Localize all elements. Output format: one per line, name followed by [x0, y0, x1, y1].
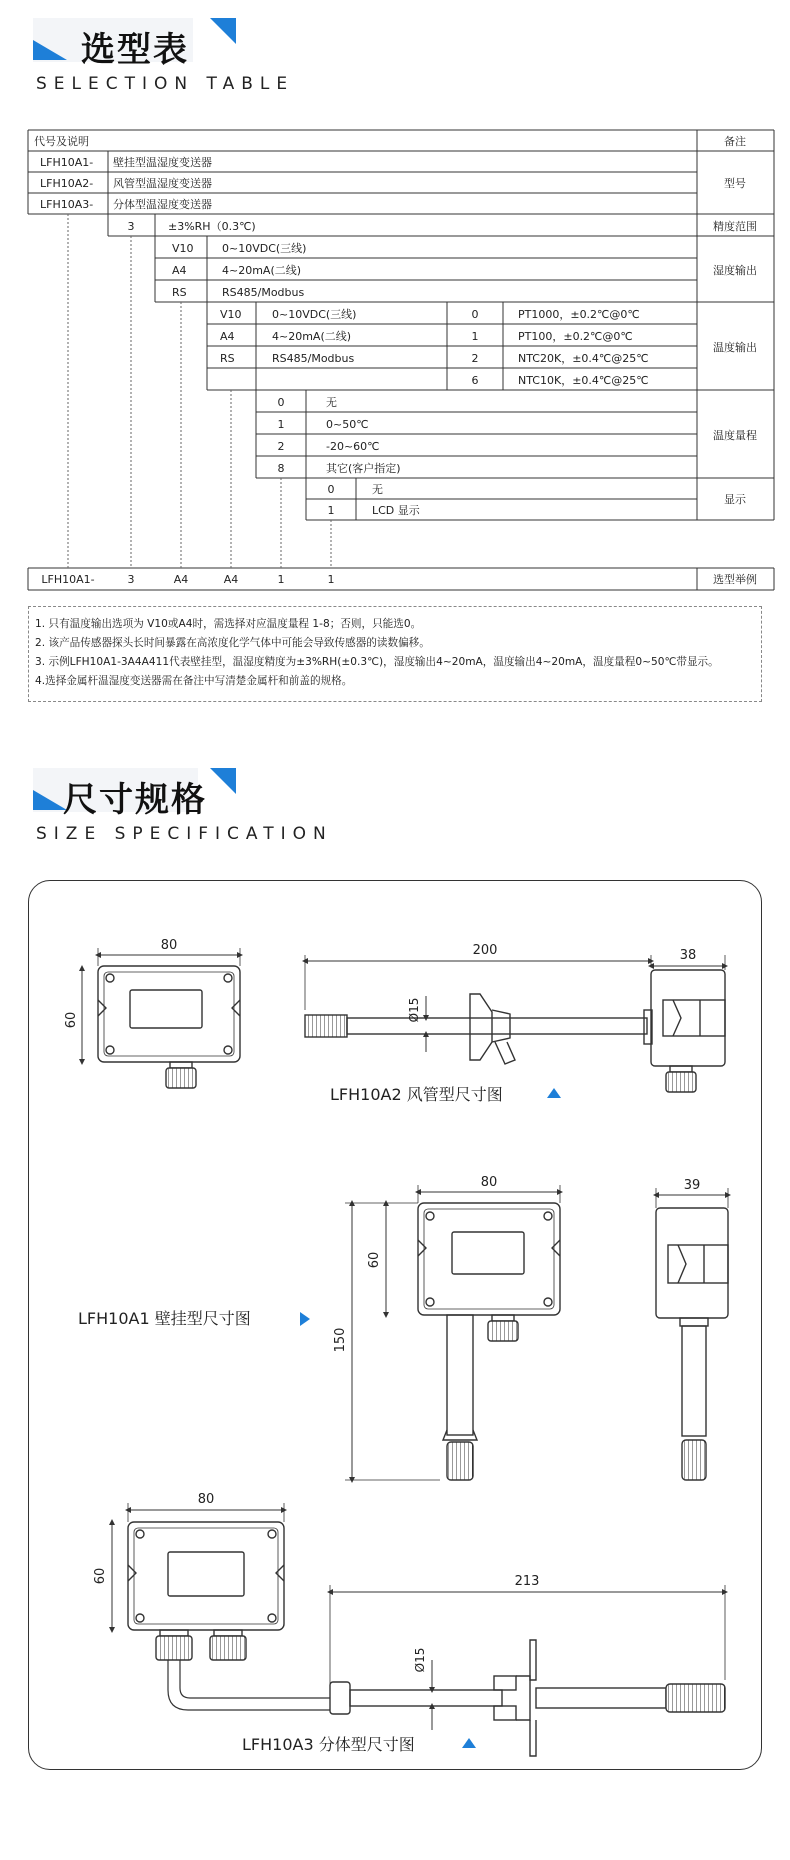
sensor-code: 1	[471, 330, 479, 343]
model-desc: 风管型温湿度变送器	[113, 177, 212, 190]
humidity-code: A4	[172, 264, 187, 277]
dim-duct-diameter: Ø15	[407, 997, 421, 1023]
dim-width-top-left: 80	[160, 938, 178, 953]
range-note: 温度量程	[713, 429, 757, 442]
range-desc: 无	[326, 396, 337, 409]
model-desc: 分体型温湿度变送器	[113, 198, 212, 211]
accuracy-desc: ±3%RH（0.3℃)	[168, 220, 256, 233]
dim-split-diameter: Ø15	[413, 1647, 427, 1673]
example-value: A4	[223, 573, 239, 586]
dim-wall-width: 80	[480, 1175, 498, 1190]
note-line: 4.选择金属杆温湿度变送器需在备注中写清楚金属杆和前盖的规格。	[35, 675, 353, 687]
humidity-desc: 0~10VDC(三线)	[222, 242, 307, 255]
temp-desc: 0~10VDC(三线)	[272, 308, 357, 321]
temp-code: A4	[220, 330, 235, 343]
triangle-right-icon	[300, 1312, 310, 1326]
range-code: 2	[277, 440, 285, 453]
example-value: 1	[277, 573, 285, 586]
note-line: 1. 只有温度输出选项为 V10或A4时，需选择对应温度量程 1-8；否则，只能选0。	[35, 618, 422, 630]
model-code: LFH10A1-	[40, 156, 94, 169]
example-note: 选型举例	[713, 573, 757, 586]
accuracy-code: 3	[127, 220, 135, 233]
model-desc: 壁挂型温湿度变送器	[113, 156, 212, 169]
range-desc: -20~60℃	[326, 440, 380, 453]
dim-split-height: 60	[93, 1567, 108, 1585]
humidity-code: RS	[172, 286, 187, 299]
split-front-drawing	[112, 1503, 330, 1710]
model-code: LFH10A2-	[40, 177, 94, 190]
display-desc: LCD 显示	[372, 504, 420, 517]
model-note: 型号	[724, 177, 746, 190]
dim-wall-total: 150	[333, 1327, 348, 1353]
sensor-desc: NTC20K，±0.4℃@25℃	[518, 352, 649, 365]
temp-desc: RS485/Modbus	[272, 352, 355, 365]
humidity-code: V10	[172, 242, 194, 255]
example-value: 3	[127, 573, 135, 586]
range-desc: 其它(客户指定)	[326, 462, 401, 475]
range-desc: 0~50℃	[326, 418, 369, 431]
section-subtitle: SIZE SPECIFICATION	[36, 824, 333, 844]
sensor-desc: NTC10K，±0.4℃@25℃	[518, 374, 649, 387]
triangle-up-icon	[462, 1738, 476, 1748]
caption-duct: LFH10A2 风管型尺寸图	[330, 1085, 503, 1104]
display-note: 显示	[724, 493, 746, 506]
caption-wall: LFH10A1 壁挂型尺寸图	[78, 1309, 251, 1328]
dim-wall-height: 60	[367, 1251, 382, 1269]
sensor-desc: PT1000，±0.2℃@0℃	[518, 308, 640, 321]
wall-front-drawing	[345, 1185, 560, 1480]
range-code: 8	[277, 462, 285, 475]
display-code: 0	[327, 483, 335, 496]
dim-duct-length: 200	[472, 943, 498, 958]
section-title: 尺寸规格	[63, 780, 207, 820]
note-line: 2. 该产品传感器探头长时间暴露在高浓度化学气体中可能会导致传感器的读数偏移。	[35, 637, 430, 649]
split-probe-drawing	[330, 1585, 725, 1756]
display-code: 1	[327, 504, 335, 517]
wall-side-drawing	[656, 1188, 728, 1480]
dim-duct-side: 38	[679, 948, 697, 963]
example-value: LFH10A1-	[41, 573, 95, 586]
sensor-code: 2	[471, 352, 479, 365]
example-value: A4	[173, 573, 189, 586]
section-title: 选型表	[81, 30, 189, 70]
section-subtitle: SELECTION TABLE	[36, 74, 295, 94]
display-desc: 无	[372, 483, 383, 496]
humidity-note: 湿度输出	[713, 264, 757, 277]
sensor-desc: PT100，±0.2℃@0℃	[518, 330, 633, 343]
sensor-code: 6	[471, 374, 479, 387]
table-header-right: 备注	[724, 135, 746, 148]
dim-wall-side: 39	[683, 1178, 701, 1193]
sensor-code: 0	[471, 308, 479, 321]
temp-note: 温度输出	[713, 341, 757, 354]
accuracy-note: 精度范围	[713, 220, 757, 233]
note-line: 3. 示例LFH10A1-3A4A411代表壁挂型，温湿度精度为±3%RH(±0.3℃)，湿度输出4~20mA，温度输出4~20mA，温度量程0~50℃带显示。	[35, 656, 719, 668]
dim-split-width: 80	[197, 1492, 215, 1507]
range-code: 0	[277, 396, 285, 409]
example-value: 1	[327, 573, 335, 586]
table-header-left: 代号及说明	[34, 135, 89, 148]
enclosure-front-top	[82, 948, 240, 1088]
model-code: LFH10A3-	[40, 198, 94, 211]
duct-probe-drawing	[305, 955, 725, 1092]
dim-height-top-left: 60	[64, 1011, 79, 1029]
temp-code: RS	[220, 352, 235, 365]
caption-split: LFH10A3 分体型尺寸图	[242, 1735, 415, 1754]
temp-code: V10	[220, 308, 242, 321]
humidity-desc: RS485/Modbus	[222, 286, 305, 299]
temp-desc: 4~20mA(二线)	[272, 330, 352, 343]
range-code: 1	[277, 418, 285, 431]
dim-split-length: 213	[514, 1574, 540, 1589]
humidity-desc: 4~20mA(二线)	[222, 264, 302, 277]
triangle-up-icon	[547, 1088, 561, 1098]
